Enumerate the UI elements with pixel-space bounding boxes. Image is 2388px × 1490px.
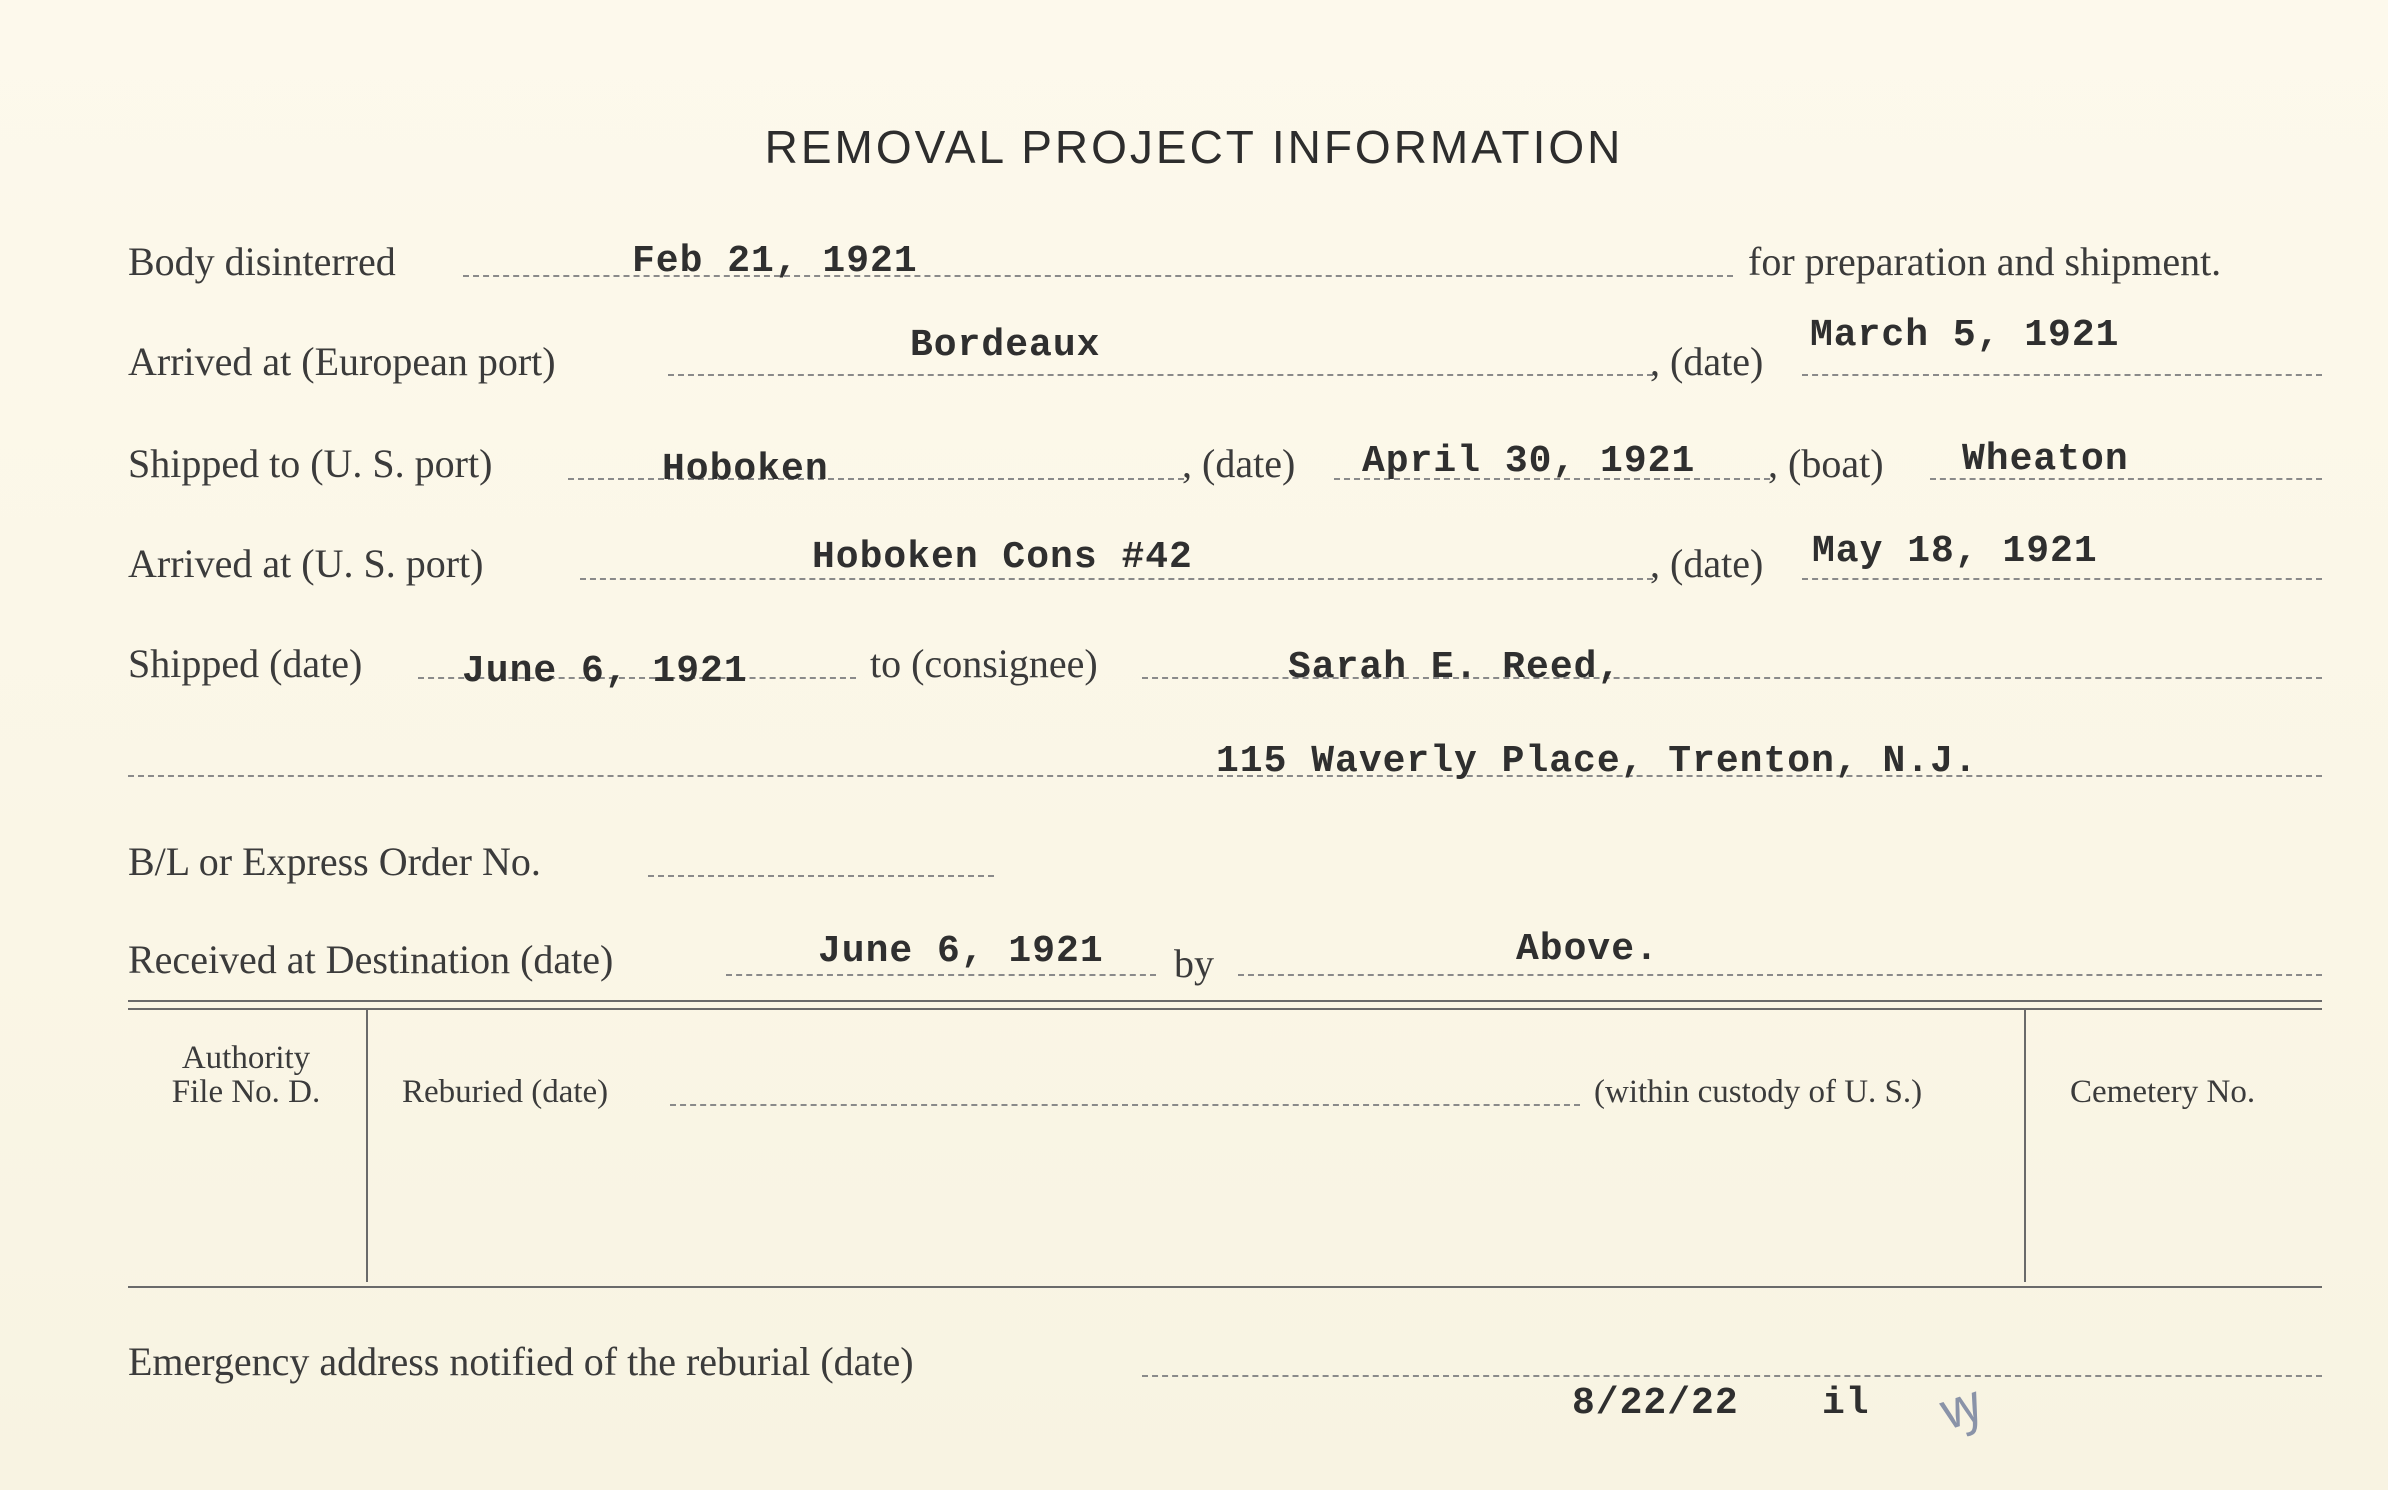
box-right-divider xyxy=(2024,1010,2026,1282)
by-label: by xyxy=(1174,941,1214,986)
disinterred-date-value: Feb 21, 1921 xyxy=(632,240,918,283)
consignee-label: to (consignee) xyxy=(870,641,1098,686)
arrived-us-label: Arrived at (U. S. port) xyxy=(128,541,484,586)
bl-order-label: B/L or Express Order No. xyxy=(128,839,541,884)
reburied-line xyxy=(670,1104,1580,1106)
arrived-us-date-line xyxy=(1802,578,2322,580)
shipped-date-value: June 6, 1921 xyxy=(462,650,748,693)
for-preparation-label: for preparation and shipment. xyxy=(1748,239,2222,284)
shipped-to-us-label: Shipped to (U. S. port) xyxy=(128,441,493,486)
boat-value: Wheaton xyxy=(1962,438,2129,481)
notation-initials: il xyxy=(1822,1382,1870,1425)
consignee-address-value: 115 Waverly Place, Trenton, N.J. xyxy=(1216,740,1978,783)
shipped-to-us-date-value: April 30, 1921 xyxy=(1362,440,1696,483)
arrived-european-label: Arrived at (European port) xyxy=(128,339,556,384)
notation-date: 8/22/22 xyxy=(1572,1382,1739,1425)
handwritten-mark: ꝡ xyxy=(1932,1373,1990,1443)
body-disinterred-label: Body disinterred xyxy=(128,239,396,284)
us-port-arrived-value: Hoboken Cons #42 xyxy=(812,536,1193,579)
consignee-value: Sarah E. Reed, xyxy=(1288,646,1622,689)
emergency-label: Emergency address notified of the reburial (date) xyxy=(128,1339,914,1384)
arrived-us-date-label: , (date) xyxy=(1650,541,1764,586)
form-title: REMOVAL PROJECT INFORMATION xyxy=(764,121,1624,173)
received-date-line xyxy=(726,974,1156,976)
box-top-rule-2 xyxy=(128,1008,2322,1010)
emergency-line xyxy=(1142,1375,2322,1377)
authority-label-line2: File No. D. xyxy=(171,1074,321,1110)
reburied-label: Reburied (date) xyxy=(402,1074,609,1110)
bl-order-line xyxy=(648,875,994,877)
box-bottom-rule xyxy=(128,1286,2322,1288)
european-date-label: , (date) xyxy=(1650,339,1764,384)
received-date-value: June 6, 1921 xyxy=(818,930,1104,973)
received-by-line xyxy=(1238,974,2322,976)
authority-label-line1: Authority xyxy=(181,1040,311,1076)
shipped-to-us-line xyxy=(568,478,1184,480)
box-top-rule-1 xyxy=(128,1000,2322,1002)
boat-label: , (boat) xyxy=(1768,441,1884,486)
cemetery-no-label: Cemetery No. xyxy=(2070,1074,2256,1110)
received-by-value: Above. xyxy=(1516,928,1659,971)
box-left-divider xyxy=(366,1010,368,1282)
us-port-shipped-value: Hoboken xyxy=(662,448,829,491)
us-arrival-date-value: May 18, 1921 xyxy=(1812,530,2098,573)
shipped-date-row-label: Shipped (date) xyxy=(128,641,363,686)
european-port-line xyxy=(668,374,1653,376)
european-date-value: March 5, 1921 xyxy=(1810,314,2120,357)
european-date-line xyxy=(1802,374,2322,376)
within-custody-label: (within custody of U. S.) xyxy=(1594,1074,1923,1110)
received-dest-label: Received at Destination (date) xyxy=(128,937,614,982)
shipped-date-label: , (date) xyxy=(1182,441,1296,486)
european-port-value: Bordeaux xyxy=(910,324,1101,367)
